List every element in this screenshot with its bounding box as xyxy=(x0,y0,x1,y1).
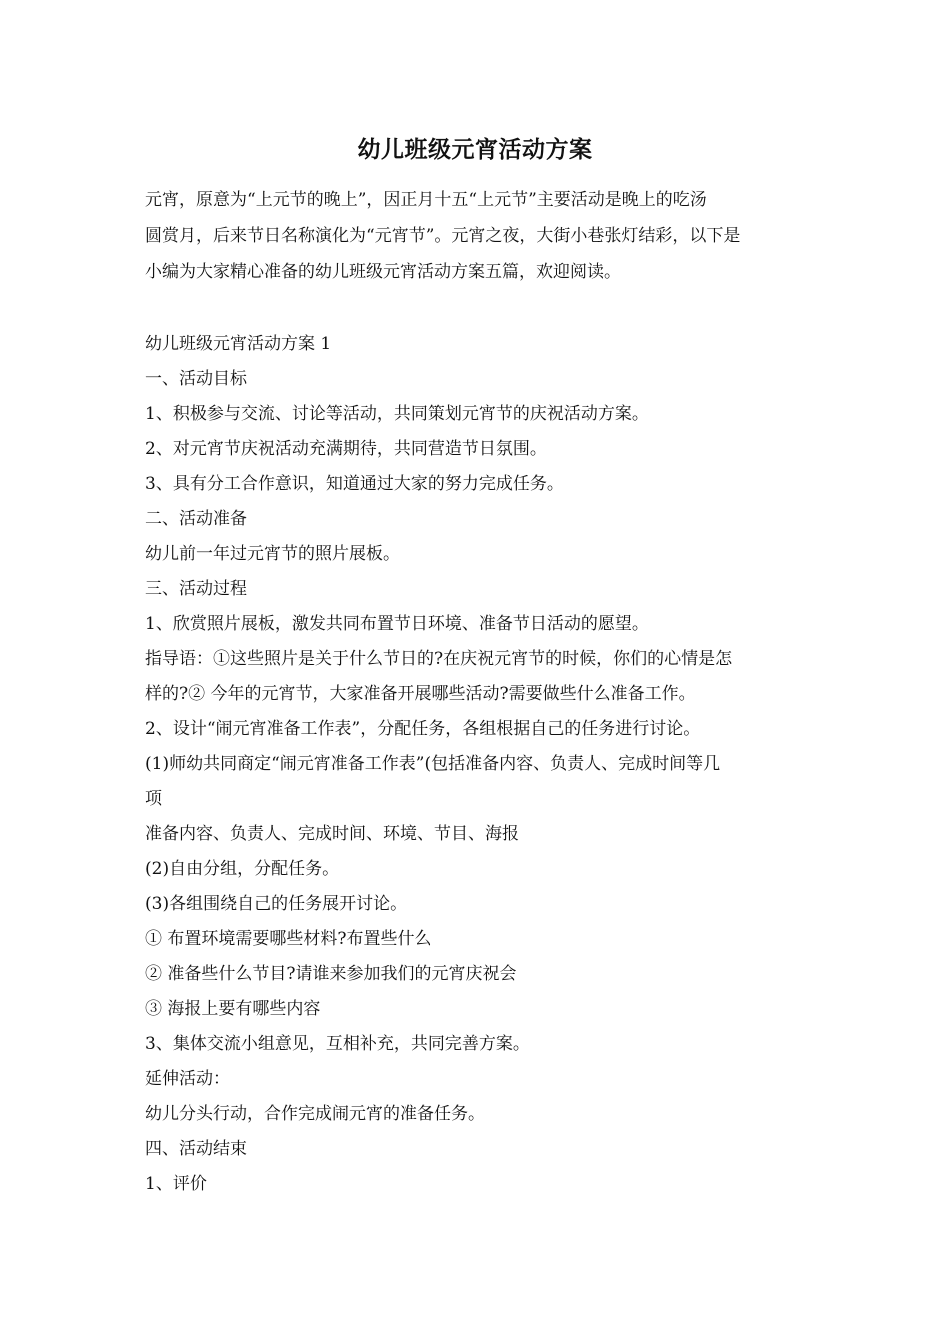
subsection-heading: 一、活动目标 xyxy=(145,369,247,389)
body-line: 延伸活动： xyxy=(145,1069,230,1089)
body-line: 3、具有分工合作意识，知道通过大家的努力完成任务。 xyxy=(145,474,564,494)
body-line: 1、积极参与交流、讨论等活动，共同策划元宵节的庆祝活动方案。 xyxy=(145,404,649,424)
body-line: 3、集体交流小组意见，互相补充，共同完善方案。 xyxy=(145,1034,530,1054)
intro-paragraph xyxy=(145,182,815,290)
body-line: ① 布置环境需要哪些材料?布置些什么 xyxy=(145,929,432,949)
intro-line: 元宵，原意为“上元节的晚上”，因正月十五“上元节”主要活动是晚上的吃汤 xyxy=(145,190,707,210)
intro-line: 小编为大家精心准备的幼儿班级元宵活动方案五篇，欢迎阅读。 xyxy=(145,262,621,282)
body-line: (2)自由分组，分配任务。 xyxy=(145,859,340,879)
subsection-heading: 三、活动过程 xyxy=(145,579,247,599)
document-body xyxy=(145,327,815,1202)
body-line: ② 准备些什么节目?请谁来参加我们的元宵庆祝会 xyxy=(145,964,517,984)
body-line: ③ 海报上要有哪些内容 xyxy=(145,999,321,1019)
subsection-heading: 四、活动结束 xyxy=(145,1139,247,1159)
body-line: 2、设计“闹元宵准备工作表”，分配任务，各组根据自己的任务进行讨论。 xyxy=(145,719,701,739)
body-line: 1、评价 xyxy=(145,1174,207,1194)
body-line: 2、对元宵节庆祝活动充满期待，共同营造节日氛围。 xyxy=(145,439,547,459)
body-line: (3)各组围绕自己的任务展开讨论。 xyxy=(145,894,408,914)
body-line: 指导语：①这些照片是关于什么节日的?在庆祝元宵节的时候，你们的心情是怎 xyxy=(145,649,733,669)
body-line: 1、欣赏照片展板，激发共同布置节日环境、准备节日活动的愿望。 xyxy=(145,614,649,634)
body-line: 幼儿分头行动，合作完成闹元宵的准备任务。 xyxy=(145,1104,485,1124)
body-line: 幼儿前一年过元宵节的照片展板。 xyxy=(145,544,400,564)
document-title: 幼儿班级元宵活动方案 xyxy=(357,136,593,163)
body-line: 项 xyxy=(145,789,162,809)
body-line: 准备内容、负责人、完成时间、环境、节目、海报 xyxy=(145,824,519,844)
intro-line: 圆赏月，后来节日名称演化为“元宵节”。元宵之夜，大街小巷张灯结彩，以下是 xyxy=(145,226,741,246)
body-line: 样的?② 今年的元宵节，大家准备开展哪些活动?需要做些什么准备工作。 xyxy=(145,684,696,704)
section-heading: 幼儿班级元宵活动方案 1 xyxy=(145,334,332,354)
body-line: (1)师幼共同商定“闹元宵准备工作表”(包括准备内容、负责人、完成时间等几 xyxy=(145,754,721,774)
subsection-heading: 二、活动准备 xyxy=(145,509,247,529)
